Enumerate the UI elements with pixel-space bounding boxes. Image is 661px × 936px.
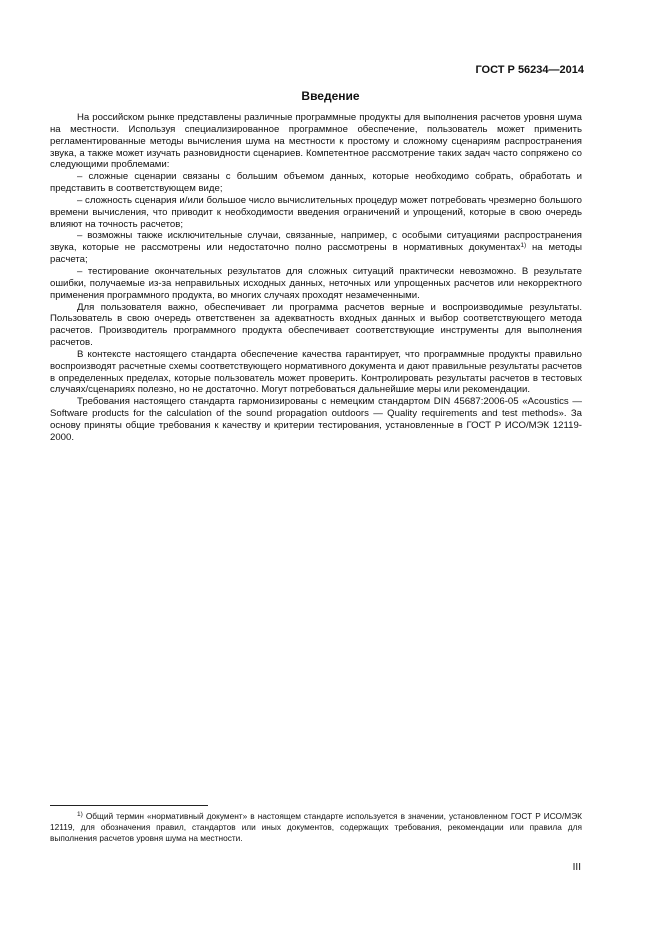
list-item: – сложные сценарии связаны с большим объемом данных, которые необходимо собрать, обработать и представить в соответствующем виде; bbox=[50, 171, 582, 195]
footnote-marker: 1) bbox=[77, 811, 83, 818]
paragraph: В контексте настоящего стандарта обеспечение качества гарантирует, что программные продукты правильно воспроизводят расчетные схемы соответствующего нормативного документа и дают правильные результаты расчетов в определенных пределах, которые пользователь может проверить. Контролировать результаты расчетов в тестовых случаях/сценариях полезно, но не достаточно. Могут потребоваться дальнейшие меры или рекомендации. bbox=[50, 348, 582, 396]
list-item-text: – возможны также исключительные случаи, связанные, например, с особыми ситуациями распространения звука, которые не рассмотрены или недостаточно полно рассмотрены в нормативных документах bbox=[50, 230, 582, 254]
standard-code: ГОСТ Р 56234—2014 bbox=[475, 64, 584, 76]
section-title: Введение bbox=[301, 89, 360, 103]
footnote bbox=[50, 811, 582, 845]
footnote-text: Общий термин «нормативный документ» в настоящем стандарте используется в значении, установленном ГОСТ Р ИСО/МЭК 12119, для обозначения правил, стандартов или иных документов, содержащих требования, рекомендации или правила для выполнения расчетов уровня шума на местности. bbox=[50, 811, 582, 844]
list-item: – тестирование окончательных результатов для сложных ситуаций практически невозможно. В результате ошибки, получаемые из-за неправильных исходных данных, неточных или упрощенных расчетов или некорректного применения программного продукта, во многих случаях проходят незамеченными. bbox=[50, 265, 582, 301]
list-item-text-end: на методы расчета; bbox=[50, 242, 582, 266]
list-item bbox=[50, 230, 582, 266]
footnote-reference: 1) bbox=[520, 242, 527, 250]
body-text bbox=[50, 112, 582, 444]
paragraph: Для пользователя важно, обеспечивает ли программа расчетов верные и воспроизводимые результаты. Пользователь в свою очередь ответственен за адекватность входных данных и выбор соответствующего метода расчетов. Производитель программного продукта обеспечивает соответствующие инструменты для выполнения расчетов. bbox=[50, 301, 582, 349]
paragraph: На российском рынке представлены различные программные продукты для выполнения расчетов уровня шума на местности. Используя специализированное программное обеспечение, пользователь может применить регламентированные методы вычисления шума на местности к простому и сложному сценариям распространения звука, а также может изучать разновидности сценариев. Компетентное рассмотрение таких задач часто сопряжено со следующими проблемами: bbox=[50, 112, 582, 171]
paragraph: Требования настоящего стандарта гармонизированы с немецким стандартом DIN 45687:2006-05 «Acoustics — Software products for the calculation of the sound propagation outdoors — Quality requirements and test methods». За основу приняты общие требования к качеству и критерии тестирования, установленные в ГОСТ Р ИСО/МЭК 12119-2000. bbox=[50, 396, 582, 443]
footnote-divider bbox=[50, 805, 208, 806]
list-item: – сложность сценария и/или большое число вычислительных процедур может потребовать чрезмерно большого времени вычисления, что приводит к необходимости введения ограничений и упрощений, которые в свою очередь влияют на точность расчетов; bbox=[50, 194, 582, 230]
page-number: III bbox=[572, 862, 581, 873]
